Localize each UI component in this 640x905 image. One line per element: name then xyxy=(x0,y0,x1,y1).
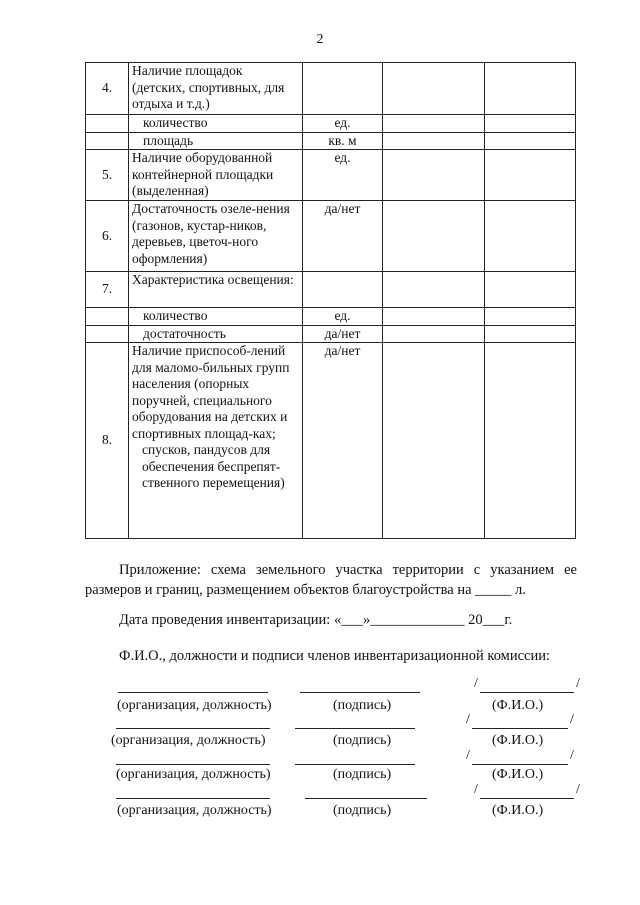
sign-caption: (подпись) xyxy=(333,733,392,748)
row-unit: да/нет xyxy=(303,201,383,272)
empty-cell xyxy=(383,272,485,308)
row-number xyxy=(86,115,129,133)
org-caption: (организация, должность) xyxy=(111,733,266,748)
empty-cell xyxy=(485,63,576,115)
empty-cell xyxy=(485,325,576,343)
table-row xyxy=(86,115,576,133)
name-slash-right: / xyxy=(570,748,574,763)
table-row xyxy=(86,343,576,539)
row-unit: ед. xyxy=(303,308,383,326)
row-text: Характеристика освещения: xyxy=(129,272,303,308)
empty-cell xyxy=(383,308,485,326)
table-row xyxy=(86,308,576,326)
empty-cell xyxy=(485,115,576,133)
name-caption: (Ф.И.О.) xyxy=(492,803,544,818)
row-text: Достаточность озеле-нения (газонов, кустар-ников, деревьев, цветоч-ного оформления) xyxy=(129,201,303,272)
empty-cell xyxy=(485,308,576,326)
sign-signature-line xyxy=(295,728,415,729)
empty-cell xyxy=(383,325,485,343)
commission-members-heading: Ф.И.О., должности и подписи членов инвентаризационной комиссии: xyxy=(119,648,551,664)
name-slash-right: / xyxy=(576,676,580,691)
sign-signature-line xyxy=(305,798,427,799)
row-text: Наличие площадок (детских, спортивных, для отдыха и т.д.) xyxy=(129,63,303,115)
row-unit: кв. м xyxy=(303,132,383,150)
empty-cell xyxy=(485,132,576,150)
row-number: 5. xyxy=(86,150,129,201)
name-slash-left: / xyxy=(474,782,478,797)
org-signature-line xyxy=(118,692,268,693)
table-row xyxy=(86,201,576,272)
name-slash-left: / xyxy=(466,748,470,763)
row-unit: ед. xyxy=(303,150,383,201)
empty-cell xyxy=(383,132,485,150)
table-row xyxy=(86,272,576,308)
row-number: 4. xyxy=(86,63,129,115)
empty-cell xyxy=(383,201,485,272)
table-row xyxy=(86,150,576,201)
sign-signature-line xyxy=(295,764,415,765)
appendix-note: Приложение: схема земельного участка территории с указанием ее размеров и границ, размещением объектов благоустройства на _____ л. xyxy=(85,562,577,598)
empty-cell xyxy=(383,63,485,115)
table-row xyxy=(86,63,576,115)
name-slash-left: / xyxy=(474,676,478,691)
row-unit: да/нет xyxy=(303,343,383,539)
name-signature-line xyxy=(480,692,574,693)
name-signature-line xyxy=(480,798,574,799)
row-text: количество xyxy=(129,115,303,133)
row-unit: ед. xyxy=(303,115,383,133)
inventory-date-line: Дата проведения инвентаризации: «___»_____________ 20___г. xyxy=(119,612,513,628)
sign-caption: (подпись) xyxy=(333,698,392,713)
name-signature-line xyxy=(472,728,568,729)
table-row xyxy=(86,132,576,150)
row-number: 7. xyxy=(86,272,129,308)
name-caption: (Ф.И.О.) xyxy=(492,733,544,748)
row-unit: да/нет xyxy=(303,325,383,343)
empty-cell xyxy=(485,343,576,539)
org-caption: (организация, должность) xyxy=(116,767,271,782)
name-slash-right: / xyxy=(570,712,574,727)
sign-caption: (подпись) xyxy=(333,803,392,818)
row-number: 6. xyxy=(86,201,129,272)
row-unit xyxy=(303,63,383,115)
sign-signature-line xyxy=(300,692,420,693)
row-unit xyxy=(303,272,383,308)
empty-cell xyxy=(383,115,485,133)
sign-caption: (подпись) xyxy=(333,767,392,782)
org-caption: (организация, должность) xyxy=(117,698,272,713)
name-signature-line xyxy=(472,764,568,765)
table-row xyxy=(86,325,576,343)
row-text: количество xyxy=(129,308,303,326)
org-caption: (организация, должность) xyxy=(117,803,272,818)
empty-cell xyxy=(383,343,485,539)
name-caption: (Ф.И.О.) xyxy=(492,698,544,713)
empty-cell xyxy=(485,150,576,201)
row-text: Наличие оборудованной контейнерной площадки (выделенная) xyxy=(129,150,303,201)
org-signature-line xyxy=(116,798,270,799)
row-text-continuation: спусков, пандусов для обеспечения беспрепят-ственного перемещения) xyxy=(142,442,285,490)
empty-cell xyxy=(485,201,576,272)
row-text: площадь xyxy=(129,132,303,150)
name-slash-right: / xyxy=(576,782,580,797)
row-number xyxy=(86,325,129,343)
row-text-cell xyxy=(129,343,303,539)
row-number: 8. xyxy=(86,343,129,539)
row-text: Наличие приспособ-лений для маломо-бильных групп населения (опорных поручней, специального оборудования на детских и спортивных площад-ках; xyxy=(132,343,290,441)
row-text: достаточность xyxy=(129,325,303,343)
org-signature-line xyxy=(116,764,270,765)
name-slash-left: / xyxy=(466,712,470,727)
org-signature-line xyxy=(116,728,270,729)
page-number: 2 xyxy=(316,32,324,47)
row-number xyxy=(86,132,129,150)
row-number xyxy=(86,308,129,326)
name-caption: (Ф.И.О.) xyxy=(492,767,544,782)
empty-cell xyxy=(485,272,576,308)
empty-cell xyxy=(383,150,485,201)
inventory-table xyxy=(85,62,576,539)
